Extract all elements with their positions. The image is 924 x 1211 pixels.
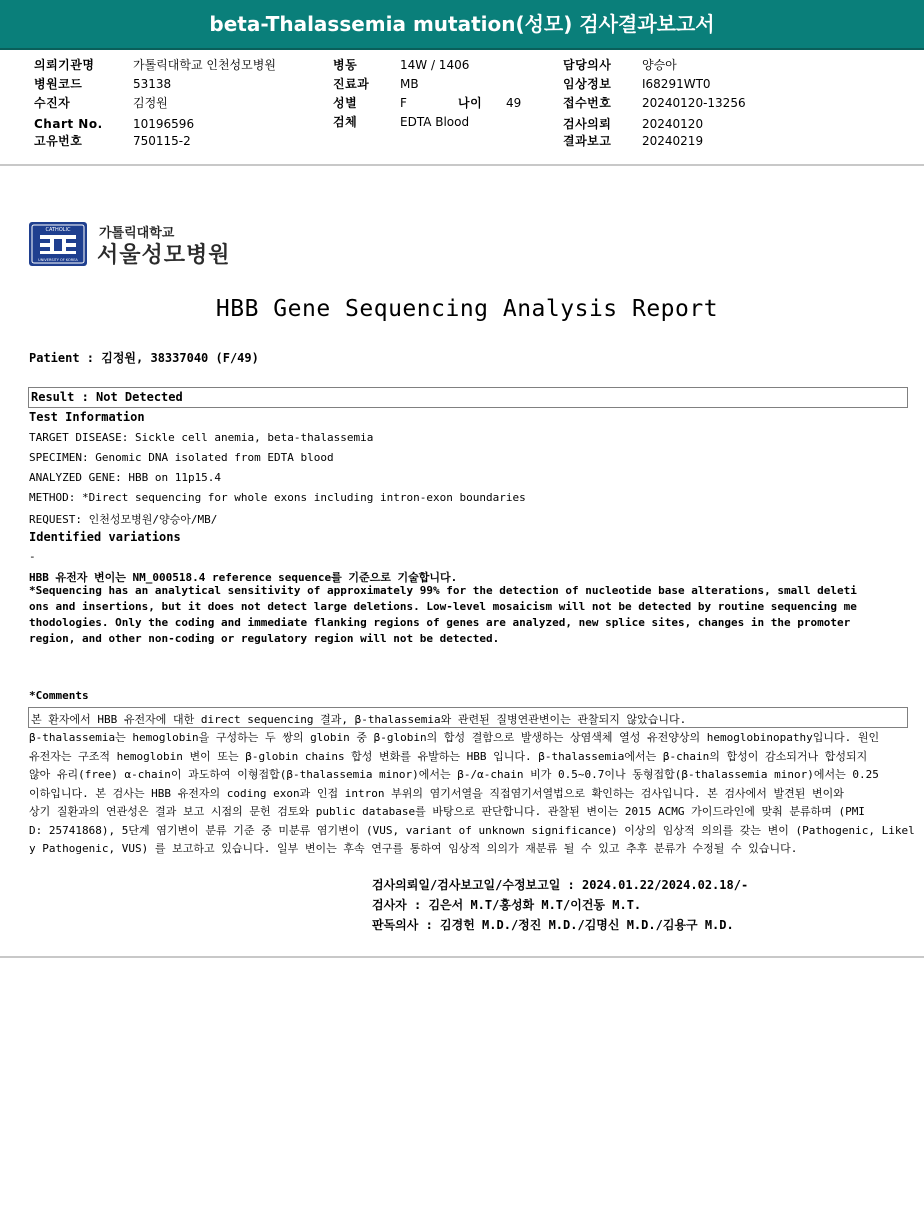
comment-line: β-thalassemia는 hemoglobin을 구성하는 두 쌍의 globin 중 β-globin의 합성 결함으로 발생하는 상염색체 열성 유전양상의 hemoglobinopathy입니다. 원인 [29,731,880,744]
physicians-line: 판독의사 : 김경헌 M.D./정진 M.D./김명신 M.D./김용구 M.D. [372,918,734,932]
result-text: Result : Not Detected [31,390,183,404]
comment-paragraph [29,729,915,859]
age-label: 나이 [458,96,483,110]
request-date-value: 20240120 [642,117,704,131]
sensitivity-line: region, and other non-coding or regulatory region will not be detected. [29,632,500,645]
age-value: 49 [506,96,522,110]
variations-value: - [29,550,36,563]
request-date-label: 검사의뢰 [563,117,612,131]
institution-label: 의뢰기관명 [34,58,95,72]
report-header-title: beta-Thalassemia mutation(성모) 검사결과보고서 [209,12,715,36]
comment-line: 상기 질환과의 연관성은 결과 보고 시점의 문헌 검토와 public database를 바탕으로 판단합니다. 관찰된 변이는 2015 ACMG 가이드라인에 맞춰 분류하며 (PMI [29,805,865,818]
receipt-no-value: 20240120-13256 [642,96,746,110]
sex-value: F [400,96,407,110]
unique-no-label: 고유번호 [34,134,83,148]
dates-line: 검사의뢰일/검사보고일/수정보고일 : 2024.01.22/2024.02.18/- [372,878,749,892]
report-date-label: 결과보고 [563,134,612,148]
variations-heading: Identified variations [29,530,181,544]
chart-no-label: Chart No. [34,117,103,131]
ward-value: 14W / 1406 [400,58,470,72]
report-title-bar [0,0,924,50]
clinical-info-value: I68291WT0 [642,77,711,91]
patient-name-label: 수진자 [34,96,71,110]
specimen-label: 검체 [333,115,358,129]
comment-line: 이하입니다. 본 검사는 HBB 유전자의 coding exon과 인접 intron 부위의 염기서열을 직접염기서열법으로 확인하는 검사입니다. 본 검사에서 발견된 변이와 [29,786,844,800]
institution-value: 가톨릭대학교 인천성모병원 [133,58,276,72]
comment-line: D: 25741868), 5단계 염기변이 분류 기준 중 미분류 염기변이 (VUS, variant of unknown significance) 이상의 임상적 의의를 갖는 변이 (Pathogenic, Likel [29,823,915,837]
specimen: SPECIMEN: Genomic DNA isolated from EDTA blood [29,451,334,464]
department-label: 진료과 [333,77,370,91]
comment-line: y Pathogenic, VUS) 를 보고하고 있습니다. 일부 변이는 후속 연구를 통하여 임상적 의의가 재분류 될 수 있고 추후 분류가 수정될 수 있습니다. [29,842,798,855]
comments-heading: *Comments [29,689,89,702]
method: METHOD: *Direct sequencing for whole exons including intron-exon boundaries [29,491,526,504]
ward-label: 병동 [333,58,358,72]
sensitivity-line: ons and insertions, but it does not detect large deletions. Low-level mosaicism will not be detected by routine sequencing me [29,600,857,613]
footer-divider [0,956,924,958]
comment-box [28,707,908,728]
emblem-bottom-text: UNIVERSITY OF KOREA [38,258,78,262]
report-date-value: 20240219 [642,134,704,148]
chart-no-value: 10196596 [133,117,195,131]
header-divider [0,164,924,166]
analyzed-gene: ANALYZED GENE: HBB on 11p15.4 [29,471,222,484]
target-disease: TARGET DISEASE: Sickle cell anemia, beta-thalassemia [29,431,374,444]
sensitivity-line: *Sequencing has an analytical sensitivity of approximately 99% for the detection of nucleotide base alterations, small deleti [29,584,857,597]
sensitivity-paragraph [29,583,857,647]
department-value: MB [400,77,419,91]
hospital-emblem-icon [28,221,88,267]
physician-label: 담당의사 [563,58,612,72]
emblem-top-text: CATHOLIC [45,227,71,233]
result-box [28,387,908,408]
unique-no-value: 750115-2 [133,134,191,148]
comment-line: 유전자는 구조적 hemoglobin 변이 또는 β-globin chains 합성 변화를 유발하는 HBB 입니다. β-thalassemia에서는 β-chain의 합성이 감소되거나 합성되지 [29,749,868,763]
comment-box-text: 본 환자에서 HBB 유전자에 대한 direct sequencing 결과, β-thalassemia와 관련된 질병연관변이는 관찰되지 않았습니다. [31,713,687,726]
specimen-value: EDTA Blood [400,115,470,129]
test-info-heading: Test Information [29,410,145,424]
examiners-line: 검사자 : 김은서 M.T/홍성화 M.T/이건동 M.T. [372,898,642,912]
physician-value: 양승아 [642,58,677,72]
reference-note: HBB 유전자 변이는 NM_000518.4 reference sequence를 기준으로 기술합니다. [29,571,458,584]
clinical-info-label: 임상정보 [563,77,612,91]
patient-line: Patient : 김정원, 38337040 (F/49) [29,351,259,365]
request: REQUEST: 인천성모병원/양승아/MB/ [29,513,218,526]
receipt-no-label: 접수번호 [563,96,612,110]
comment-line: 않아 유리(free) α-chain이 과도하여 이형접합(β-thalassemia minor)에서는 β-/α-chain 비가 0.5~0.7이나 동형접합(β-thalassemia minor)에서는 0.25 [29,768,879,781]
report-title: HBB Gene Sequencing Analysis Report [215,296,719,322]
sensitivity-line: thodologies. Only the coding and immediate flanking regions of genes are analyzed, new splice sites, changes in the promoter [29,616,851,629]
logo-hospital-name: 서울성모병원 [97,243,231,268]
patient-name-value: 김정원 [133,96,168,110]
hospital-code-value: 53138 [133,77,172,91]
sex-label: 성별 [333,96,358,110]
hospital-code-label: 병원코드 [34,77,83,91]
logo-subtitle: 가톨릭대학교 [99,226,175,241]
